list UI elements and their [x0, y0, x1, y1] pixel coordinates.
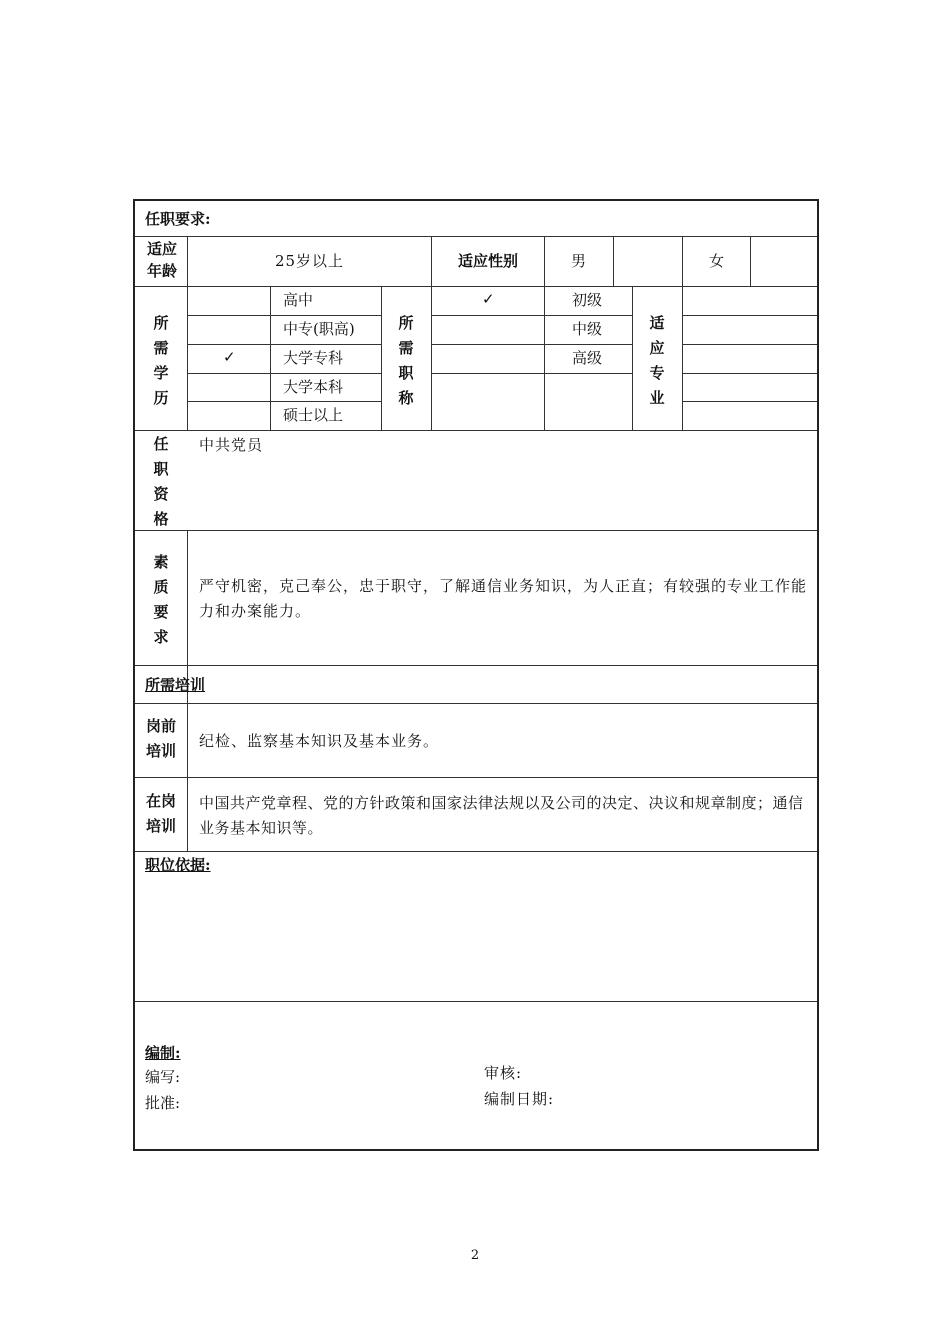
- row-divider: [135, 1001, 817, 1002]
- col-divider: [632, 286, 633, 430]
- age-label: 适应年龄: [147, 240, 178, 280]
- col-divider: [682, 236, 683, 286]
- qualification-label: 任职资格: [153, 435, 169, 528]
- education-level: 中专(职高): [283, 320, 355, 338]
- row-divider: [135, 236, 817, 237]
- major-label: 适应专业: [649, 314, 665, 407]
- age-value: 25岁以上: [274, 252, 345, 270]
- row-divider: [432, 373, 632, 374]
- row-divider: [135, 851, 817, 852]
- on-job-training-value: 中国共产党章程、党的方针政策和国家法律法规以及公司的决定、决议和规章制度；通信业务基本知识等。: [199, 794, 804, 837]
- row-divider: [135, 665, 817, 666]
- title-level: 中级: [572, 320, 603, 338]
- education-level: 大学专科: [283, 349, 344, 367]
- row-divider: [135, 703, 817, 704]
- basis-title: 职位依据:: [145, 856, 211, 874]
- row-divider: [188, 315, 381, 316]
- row-divider: [683, 344, 817, 345]
- row-divider: [683, 373, 817, 374]
- writer-label: 编写:: [145, 1068, 181, 1086]
- approver-label: 批准:: [145, 1094, 181, 1112]
- row-divider: [188, 373, 381, 374]
- row-divider: [135, 286, 817, 287]
- title-level: 高级: [572, 349, 603, 367]
- page-number: 2: [470, 1248, 480, 1263]
- date-label: 编制日期:: [484, 1090, 555, 1108]
- row-divider: [188, 401, 381, 402]
- quality-value: 严守机密，克己奉公，忠于职守，了解通信业务知识，为人正直；有较强的专业工作能力和办案能力。: [199, 577, 808, 620]
- col-divider: [613, 236, 614, 286]
- title-level: 初级: [572, 291, 603, 309]
- education-level: 硕士以上: [283, 406, 344, 424]
- education-level: 大学本科: [283, 378, 344, 396]
- row-divider: [135, 777, 817, 778]
- title-label: 所需职称: [398, 314, 414, 407]
- row-divider: [432, 344, 632, 345]
- job-requirements-form: [133, 199, 819, 1151]
- checkmark-icon: ✓: [482, 290, 495, 308]
- quality-label: 素质要求: [153, 553, 169, 646]
- gender-label: 适应性别: [457, 252, 518, 270]
- col-divider: [381, 286, 382, 430]
- gender-female: 女: [709, 252, 725, 270]
- training-title: 所需培训: [145, 676, 206, 694]
- compile-title: 编制:: [145, 1044, 181, 1062]
- qualification-value: 中共党员: [199, 436, 264, 454]
- row-divider: [135, 530, 817, 531]
- requirements-title: 任职要求:: [145, 210, 211, 228]
- col-divider: [750, 236, 751, 286]
- checkmark-icon: ✓: [223, 348, 236, 366]
- on-job-training-label: 在岗培训: [145, 792, 176, 835]
- row-divider: [188, 344, 381, 345]
- reviewer-label: 审核:: [484, 1064, 523, 1082]
- row-divider: [683, 315, 817, 316]
- col-divider: [544, 286, 545, 430]
- gender-male: 男: [571, 252, 587, 270]
- education-label: 所需学历: [153, 314, 169, 407]
- pre-job-training-label: 岗前培训: [145, 717, 176, 760]
- row-divider: [135, 430, 817, 431]
- col-divider: [270, 286, 271, 430]
- col-divider: [544, 236, 545, 286]
- education-level: 高中: [283, 291, 314, 309]
- col-divider: [682, 286, 683, 430]
- row-divider: [683, 401, 817, 402]
- row-divider: [432, 315, 632, 316]
- pre-job-training-value: 纪检、监察基本知识及基本业务。: [199, 732, 440, 750]
